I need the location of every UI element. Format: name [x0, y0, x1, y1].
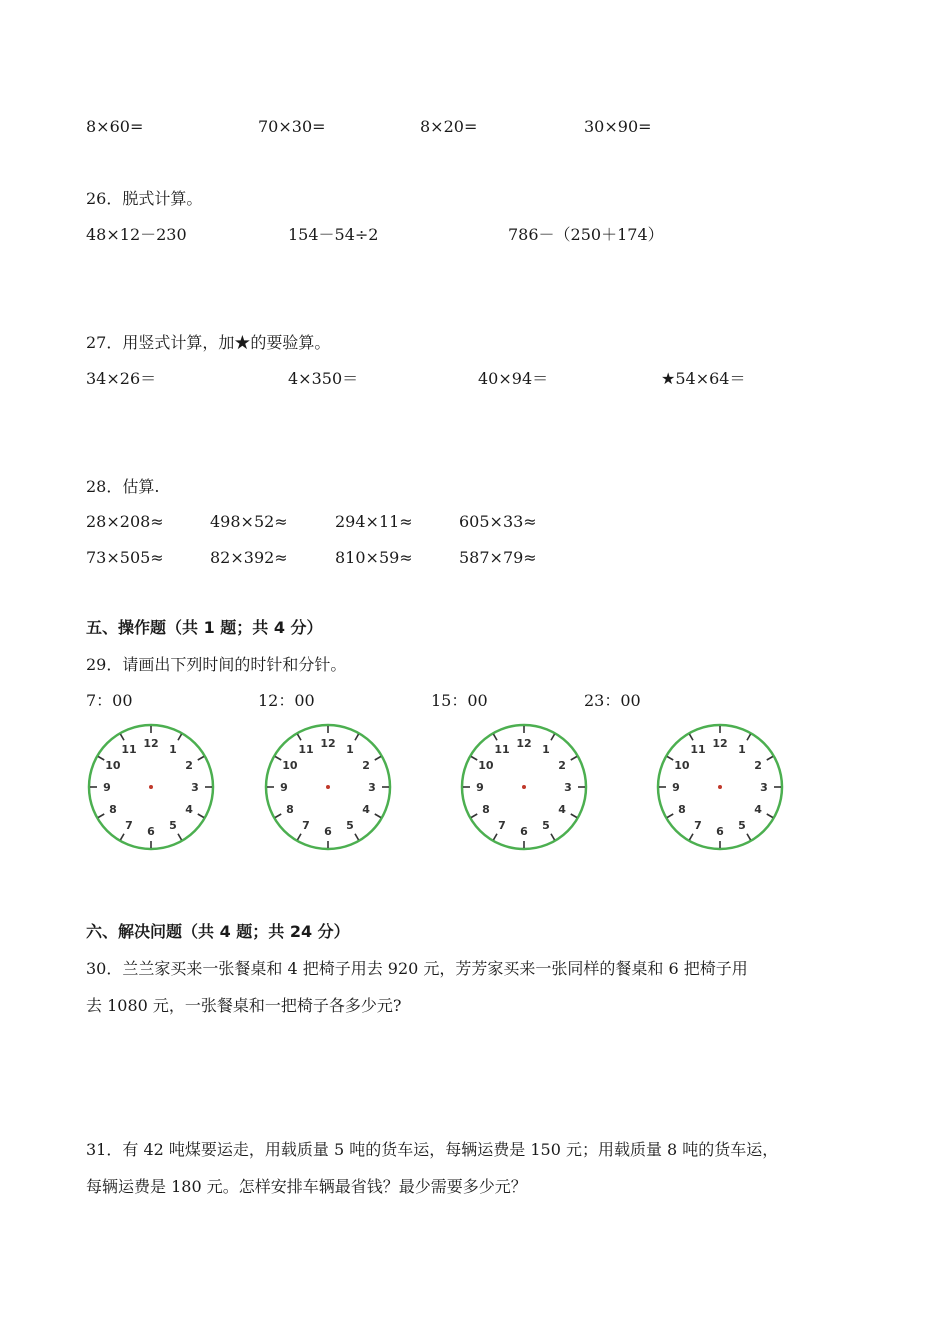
clock-number: 12	[516, 737, 532, 750]
clock-number: 7	[125, 819, 133, 833]
clock-tick	[747, 834, 751, 840]
section5-heading: 五、操作题（共 1 题；共 4 分）	[86, 618, 323, 637]
clock-number: 10	[105, 759, 121, 772]
clock-number: 1	[542, 742, 550, 756]
q30-line-1: 30．兰兰家买来一张餐桌和 4 把椅子用去 920 元，芳芳家买来一张同样的餐桌和 6 把椅子用	[86, 959, 748, 978]
clock-number: 11	[690, 742, 706, 756]
section6-heading: 六、解决问题（共 4 题；共 24 分）	[86, 922, 350, 941]
clock-number: 2	[362, 759, 370, 772]
clock-number: 5	[346, 819, 354, 833]
q29-title: 29．请画出下列时间的时针和分针。	[86, 655, 347, 674]
clock-number: 12	[712, 737, 728, 750]
clock-tick	[355, 834, 359, 840]
clock-number: 10	[478, 759, 494, 772]
q28-row2-item-3: 810×59≈	[335, 548, 413, 567]
q28-row1-item-2: 498×52≈	[210, 512, 288, 531]
clock-number: 1	[169, 742, 177, 756]
clock-number: 7	[498, 819, 506, 833]
q27-item-3: 40×94＝	[478, 369, 549, 388]
clock-tick	[98, 757, 104, 761]
clock-number: 8	[678, 803, 686, 816]
clock-number: 7	[302, 819, 310, 833]
q29-time-3: 15：00	[431, 691, 488, 710]
clock-number: 5	[542, 819, 550, 833]
clock-number: 11	[121, 742, 137, 756]
clock-number: 8	[482, 803, 490, 816]
clock-number: 3	[760, 781, 768, 794]
clock-number: 3	[564, 781, 572, 794]
q25-item-1: 8×60=	[86, 117, 144, 136]
clock-tick	[471, 757, 477, 761]
clock-number: 4	[362, 803, 370, 816]
q28-row2-item-1: 73×505≈	[86, 548, 164, 567]
q25-item-4: 30×90=	[584, 117, 652, 136]
q26-item-2: 154－54÷2	[288, 225, 379, 244]
q27-item-4: ★54×64＝	[661, 369, 746, 388]
clock-number: 4	[754, 803, 762, 816]
clock-tick	[767, 757, 773, 761]
clock-number: 12	[143, 737, 159, 750]
clock-number: 9	[280, 781, 288, 794]
clock-tick	[298, 734, 302, 740]
clock-tick	[198, 814, 204, 818]
clock-number: 6	[520, 825, 528, 838]
clock-number: 1	[346, 742, 354, 756]
clock-tick	[571, 814, 577, 818]
q27-item-2: 4×350＝	[288, 369, 359, 388]
clock-number: 8	[109, 803, 117, 816]
q31-line-2: 每辆运费是 180 元。怎样安排车辆最省钱？最少需要多少元？	[86, 1177, 527, 1196]
q28-row1-item-4: 605×33≈	[459, 512, 537, 531]
clock-number: 9	[672, 781, 680, 794]
clock-center-dot	[326, 785, 330, 789]
clock-center-dot	[718, 785, 722, 789]
clock-number: 3	[368, 781, 376, 794]
clock-tick	[121, 734, 125, 740]
clock-number: 11	[494, 742, 510, 756]
clock-number: 3	[191, 781, 199, 794]
q26-item-1: 48×12－230	[86, 225, 187, 244]
clock-number: 6	[147, 825, 155, 838]
clock-tick	[471, 814, 477, 818]
clock-number: 10	[282, 759, 298, 772]
q29-time-4: 23：00	[584, 691, 641, 710]
clock-tick	[375, 757, 381, 761]
clock-face-2[interactable]	[262, 721, 394, 853]
clock-number: 12	[320, 737, 336, 750]
clock-center-dot	[149, 785, 153, 789]
clock-tick	[767, 814, 773, 818]
q26-title: 26．脱式计算。	[86, 189, 203, 208]
clock-tick	[298, 834, 302, 840]
clock-tick	[275, 814, 281, 818]
q25-item-3: 8×20=	[420, 117, 478, 136]
clock-face-3[interactable]	[458, 721, 590, 853]
clock-tick	[571, 757, 577, 761]
q27-title: 27．用竖式计算，加★的要验算。	[86, 333, 331, 352]
clock-tick	[551, 834, 555, 840]
clock-number: 10	[674, 759, 690, 772]
clock-tick	[551, 734, 555, 740]
clock-tick	[494, 734, 498, 740]
clock-tick	[375, 814, 381, 818]
q25-item-2: 70×30=	[258, 117, 326, 136]
q28-row2-item-4: 587×79≈	[459, 548, 537, 567]
clock-number: 2	[558, 759, 566, 772]
clock-number: 7	[694, 819, 702, 833]
clock-number: 1	[738, 742, 746, 756]
clock-center-dot	[522, 785, 526, 789]
clock-number: 11	[298, 742, 314, 756]
clock-tick	[98, 814, 104, 818]
clock-number: 9	[476, 781, 484, 794]
clock-tick	[690, 834, 694, 840]
q31-line-1: 31．有 42 吨煤要运走，用载质量 5 吨的货车运，每辆运费是 150 元；用载质量 8 吨的货车运，	[86, 1140, 779, 1159]
clock-tick	[121, 834, 125, 840]
clock-tick	[275, 757, 281, 761]
q28-title: 28．估算.	[86, 477, 160, 496]
q26-item-3: 786－（250＋174）	[508, 225, 664, 244]
clock-tick	[198, 757, 204, 761]
q27-item-1: 34×26＝	[86, 369, 157, 388]
clock-number: 6	[324, 825, 332, 838]
clock-number: 9	[103, 781, 111, 794]
clock-number: 8	[286, 803, 294, 816]
clock-tick	[747, 734, 751, 740]
clock-tick	[690, 734, 694, 740]
q30-line-2: 去 1080 元，一张餐桌和一把椅子各多少元?	[86, 996, 402, 1015]
clock-face-1[interactable]	[85, 721, 217, 853]
clock-face-4[interactable]	[654, 721, 786, 853]
clock-number: 4	[185, 803, 193, 816]
clock-number: 2	[754, 759, 762, 772]
clock-tick	[178, 734, 182, 740]
clock-tick	[178, 834, 182, 840]
clock-number: 5	[169, 819, 177, 833]
q29-time-1: 7：00	[86, 691, 133, 710]
clock-tick	[667, 757, 673, 761]
q28-row2-item-2: 82×392≈	[210, 548, 288, 567]
clock-number: 6	[716, 825, 724, 838]
q28-row1-item-3: 294×11≈	[335, 512, 413, 531]
q28-row1-item-1: 28×208≈	[86, 512, 164, 531]
clock-number: 5	[738, 819, 746, 833]
clock-tick	[667, 814, 673, 818]
clock-tick	[494, 834, 498, 840]
clock-tick	[355, 734, 359, 740]
clock-number: 2	[185, 759, 193, 772]
q29-time-2: 12：00	[258, 691, 315, 710]
clock-number: 4	[558, 803, 566, 816]
